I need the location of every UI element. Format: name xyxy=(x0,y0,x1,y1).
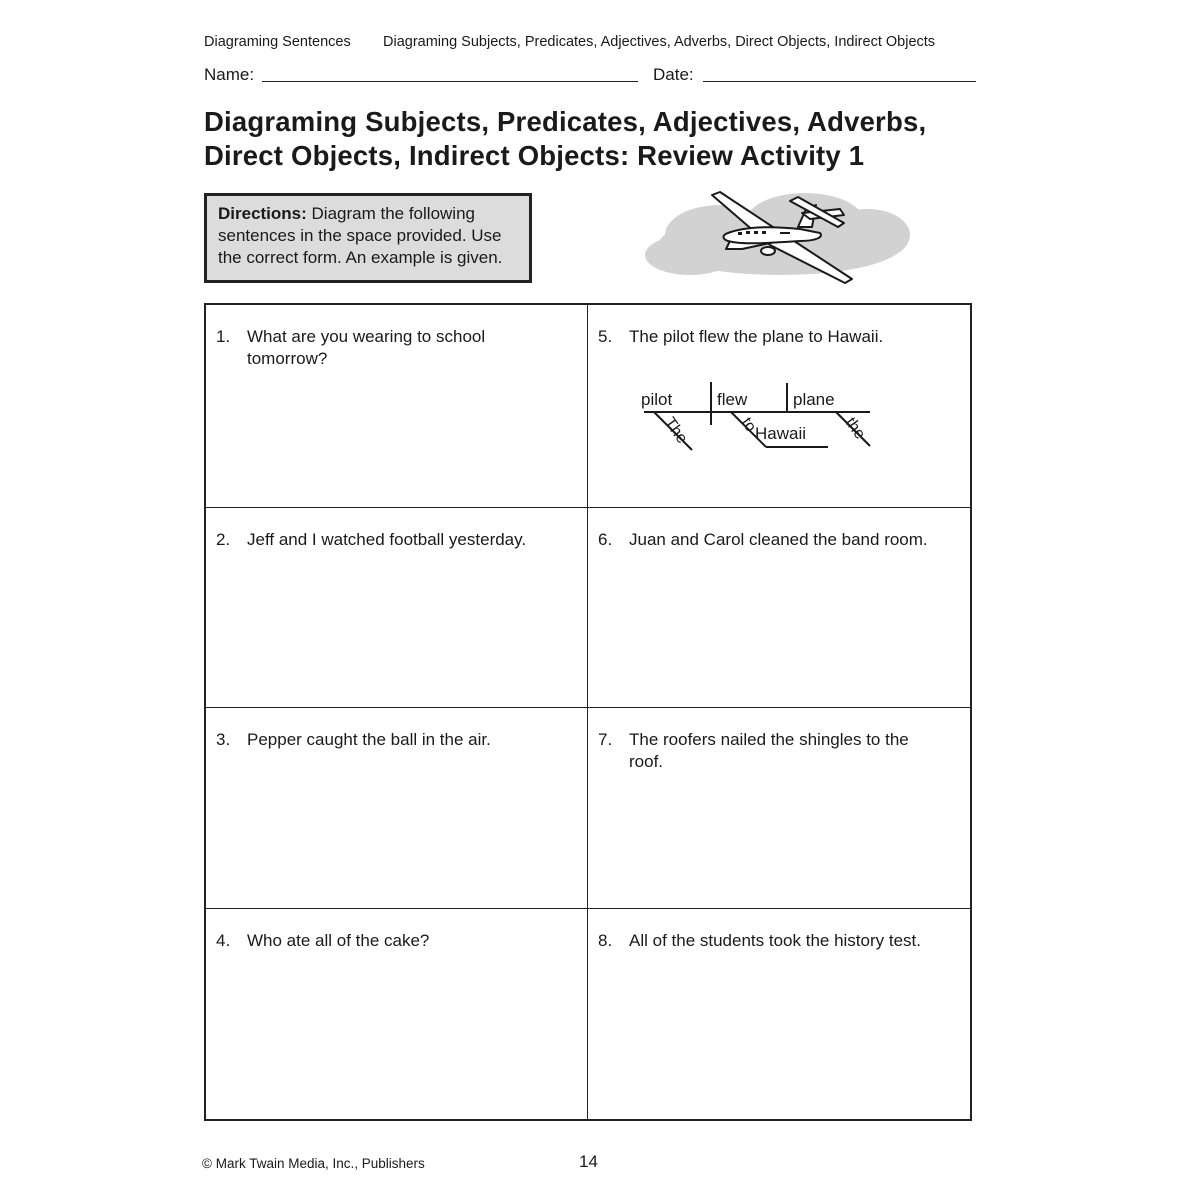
exercise-cell-7[interactable] xyxy=(588,708,970,909)
exercise-cell-8[interactable] xyxy=(588,909,970,1119)
directions-box xyxy=(204,193,532,283)
question-4 xyxy=(216,930,587,952)
diagram-word-verb: flew xyxy=(717,390,748,409)
diagram-word-subject-modifier: The xyxy=(660,414,691,447)
exercise-cell-6[interactable] xyxy=(588,508,970,708)
question-6 xyxy=(598,529,969,551)
question-number: 4. xyxy=(216,931,231,950)
exercise-grid xyxy=(204,303,972,1121)
question-text: Who ate all of the cake? xyxy=(247,931,430,950)
question-text: Jeff and I watched football yesterday. xyxy=(247,530,527,549)
name-label: Name: xyxy=(204,65,255,84)
directions-text: Diagram the following sentences in the space provided. Use the correct form. An example is given. xyxy=(218,204,503,267)
header-series: Diagraming Sentences xyxy=(204,34,351,50)
exercise-cell-2[interactable] xyxy=(206,508,588,708)
question-text: The roofers nailed the shingles to the roof. xyxy=(629,730,909,771)
exercise-cell-4[interactable] xyxy=(206,909,588,1119)
diagram-word-object: plane xyxy=(793,390,835,409)
directions-label: Directions: xyxy=(218,204,307,223)
diagram-word-subject: pilot xyxy=(641,390,673,409)
question-3 xyxy=(216,729,587,751)
question-number: 8. xyxy=(598,931,613,950)
question-number: 3. xyxy=(216,730,231,749)
date-field-line[interactable] xyxy=(703,81,976,82)
question-text: Pepper caught the ball in the air. xyxy=(247,730,491,749)
diagram-word-object-modifier: the xyxy=(841,414,869,443)
question-number: 7. xyxy=(598,730,613,749)
diagram-word-preposition: to xyxy=(737,414,760,436)
exercise-cell-1[interactable] xyxy=(206,305,588,508)
page-title xyxy=(204,105,1004,173)
title-line-1: Diagraming Subjects, Predicates, Adjectives, Adverbs, xyxy=(204,106,927,137)
exercise-cell-5[interactable] xyxy=(588,305,970,508)
question-number: 6. xyxy=(598,530,613,549)
header-topic: Diagraming Subjects, Predicates, Adjectives, Adverbs, Direct Objects, Indirect Objects xyxy=(383,34,936,50)
question-text: What are you wearing to school tomorrow? xyxy=(247,327,486,368)
date-label: Date: xyxy=(653,65,694,84)
airplane-illustration xyxy=(630,183,920,293)
footer-publisher: © Mark Twain Media, Inc., Publishers xyxy=(202,1156,425,1171)
exercise-cell-3[interactable] xyxy=(206,708,588,909)
question-text: All of the students took the history test. xyxy=(629,931,921,950)
question-1 xyxy=(216,326,547,370)
page-number: 14 xyxy=(579,1152,598,1171)
question-number: 1. xyxy=(216,327,231,346)
question-number: 5. xyxy=(598,327,613,346)
question-text: The pilot flew the plane to Hawaii. xyxy=(629,327,884,346)
example-sentence-diagram xyxy=(588,305,971,505)
diagram-word-prep-object: Hawaii xyxy=(755,424,807,443)
title-line-2: Direct Objects, Indirect Objects: Review Activity 1 xyxy=(204,140,865,171)
name-field-line[interactable] xyxy=(262,81,638,82)
question-8 xyxy=(598,930,969,952)
question-number: 2. xyxy=(216,530,231,549)
question-7 xyxy=(598,729,939,773)
question-2 xyxy=(216,529,587,551)
question-text: Juan and Carol cleaned the band room. xyxy=(629,530,928,549)
